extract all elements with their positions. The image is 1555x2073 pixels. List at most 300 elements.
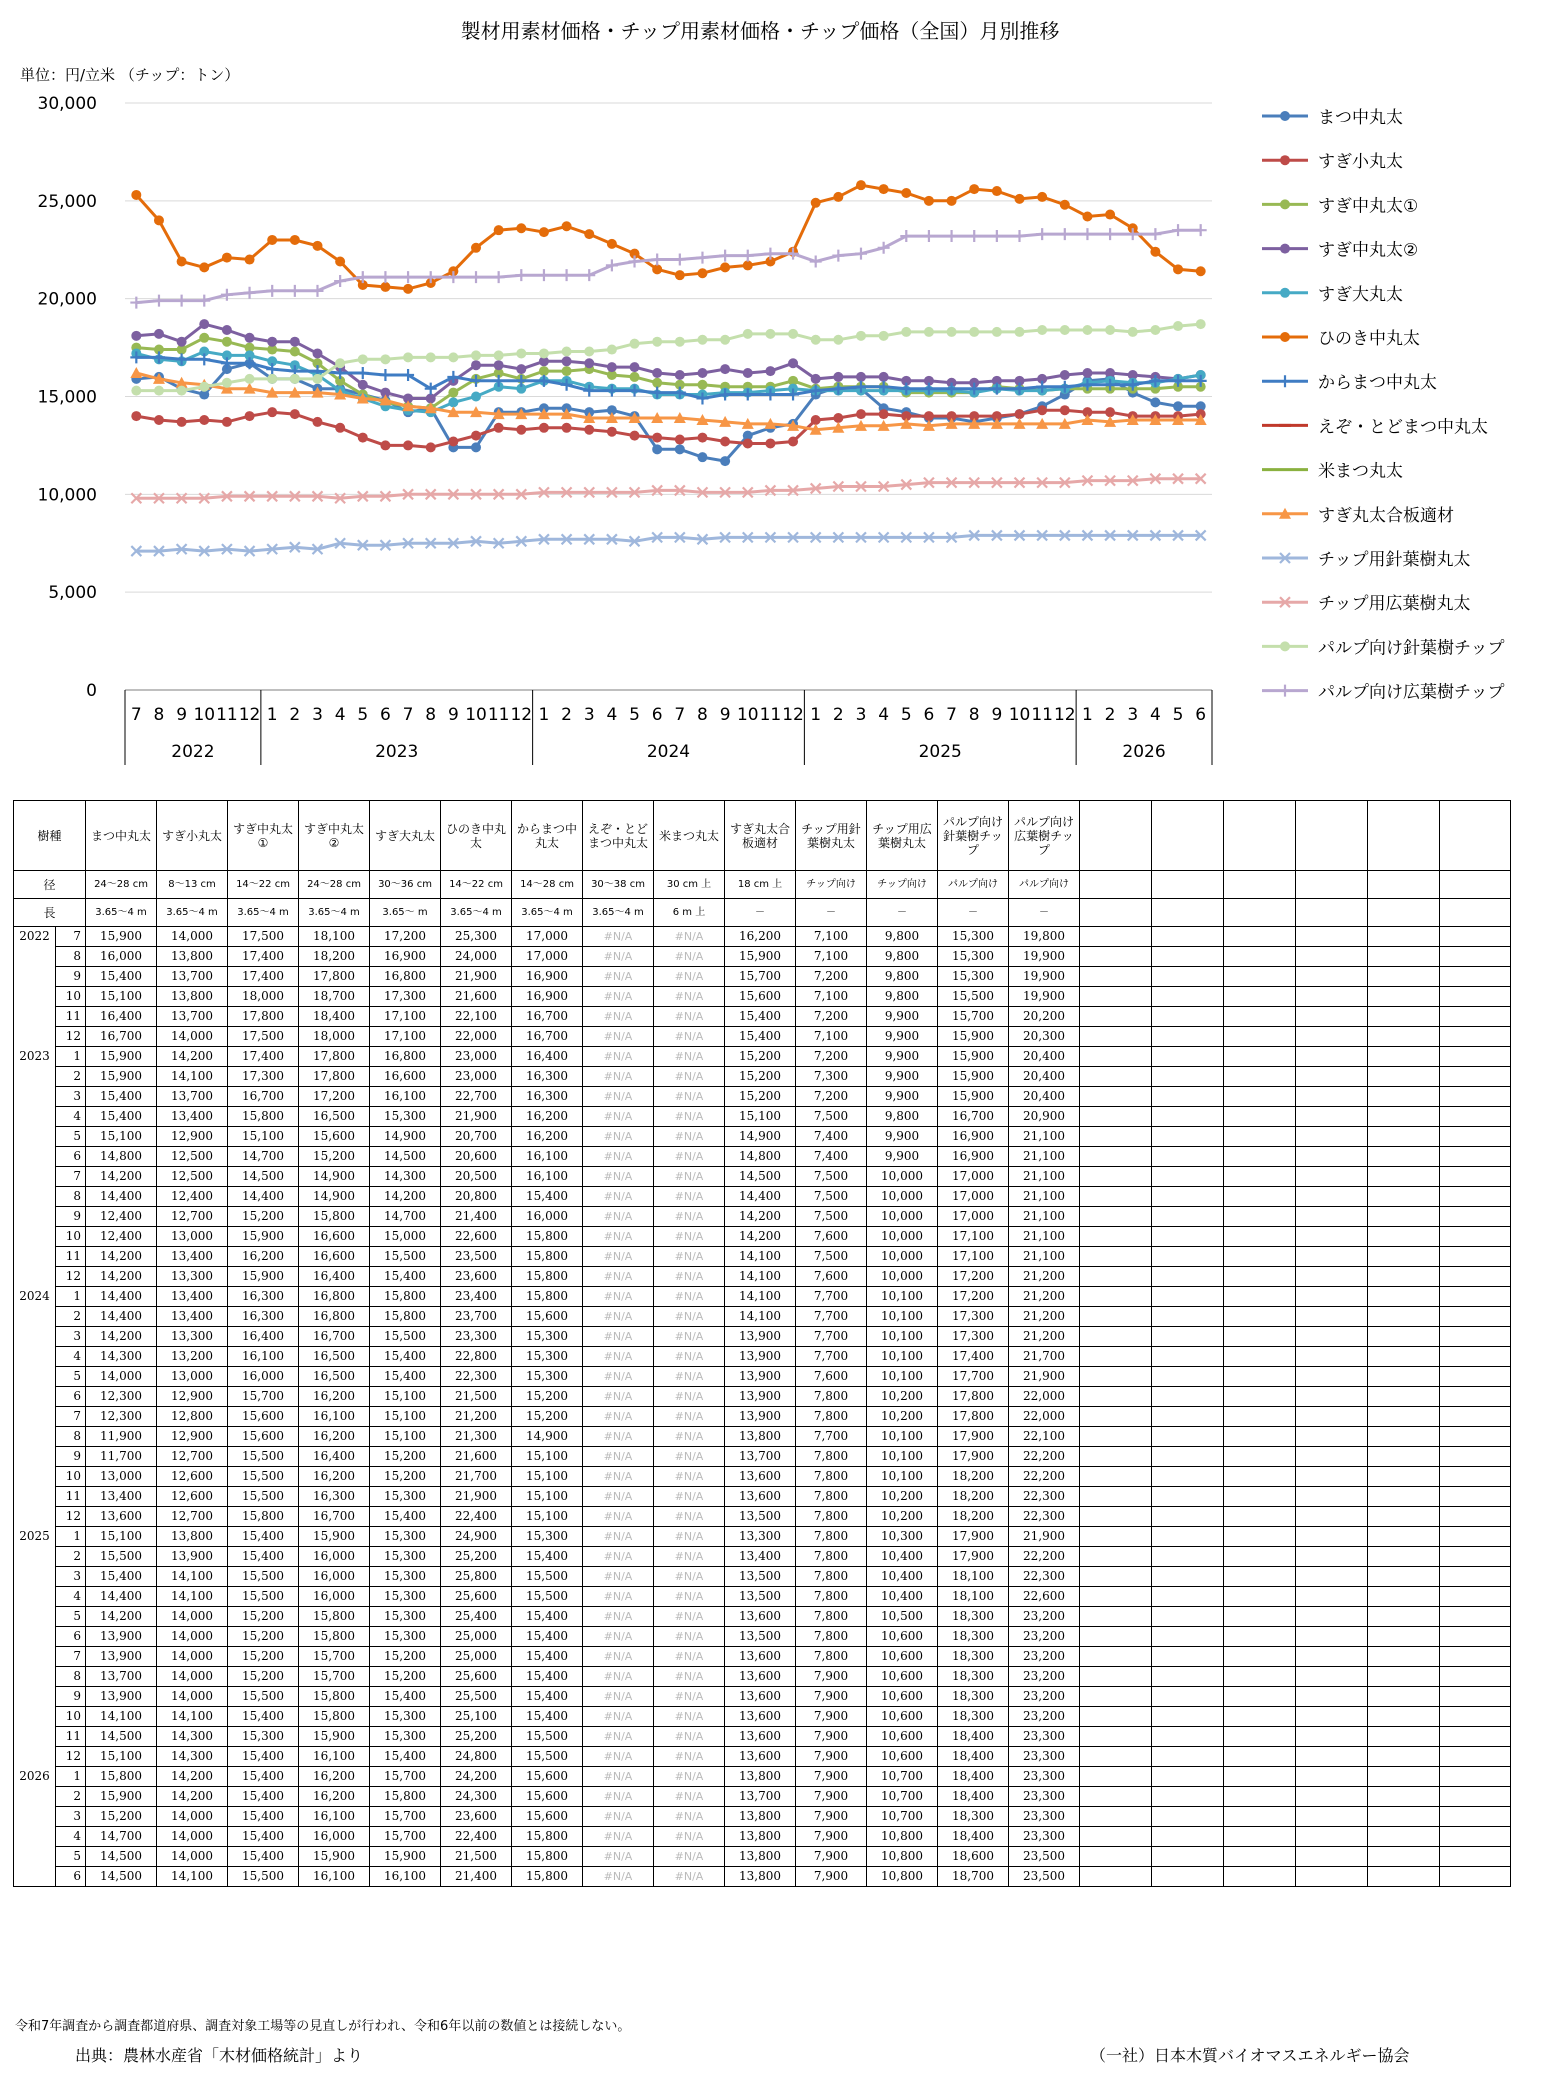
price-cell: 16,200 (299, 1787, 370, 1807)
price-cell: 21,900 (441, 1487, 512, 1507)
month-cell: 6 (56, 1867, 86, 1887)
data-point (833, 335, 843, 345)
price-cell: 15,300 (370, 1547, 441, 1567)
legend-item (1262, 285, 1403, 305)
x-tick-label: 3 (1127, 705, 1139, 725)
x-tick-label: 12 (782, 705, 804, 725)
empty-cell (1440, 967, 1511, 987)
price-cell: 24,800 (441, 1747, 512, 1767)
price-cell: 15,200 (370, 1647, 441, 1667)
year-cell (14, 967, 56, 987)
price-cell: 9,800 (867, 987, 938, 1007)
legend-item (1262, 550, 1471, 570)
x-tick-label: 7 (130, 705, 142, 725)
month-cell: 12 (56, 1027, 86, 1047)
column-header-diameter: 14～22 cm (441, 871, 512, 899)
x-tick-label: 5 (1172, 705, 1184, 725)
data-point (131, 331, 141, 341)
data-point (630, 372, 640, 382)
empty-cell (1440, 1747, 1511, 1767)
column-header-diameter: 30～38 cm (583, 871, 654, 899)
price-cell: 18,400 (299, 1007, 370, 1027)
data-point (651, 254, 663, 266)
price-cell: 9,900 (867, 1027, 938, 1047)
empty-cell (1296, 1467, 1368, 1487)
x-tick-label: 12 (1053, 705, 1076, 725)
price-cell: #N/A (583, 1367, 654, 1387)
price-cell: 14,100 (725, 1247, 796, 1267)
price-cell: 21,400 (441, 1207, 512, 1227)
price-cell: 18,200 (938, 1507, 1009, 1527)
price-cell: 15,300 (370, 1627, 441, 1647)
price-cell: #N/A (583, 1427, 654, 1447)
price-cell: 13,500 (725, 1507, 796, 1527)
empty-cell (1440, 1427, 1511, 1447)
price-cell: 7,700 (796, 1427, 867, 1447)
data-point (1082, 368, 1092, 378)
price-cell: 9,900 (867, 1067, 938, 1087)
price-cell: 22,100 (1009, 1427, 1080, 1447)
price-cell: 20,800 (441, 1187, 512, 1207)
price-cell: 16,400 (86, 1007, 157, 1027)
price-cell: 7,900 (796, 1807, 867, 1827)
empty-cell (1080, 1207, 1152, 1227)
data-point (1149, 228, 1161, 240)
price-cell: #N/A (583, 1067, 654, 1087)
legend-label: えぞ・とどまつ中丸太 (1318, 417, 1488, 438)
data-point (856, 372, 866, 382)
empty-cell (1224, 1467, 1296, 1487)
table-row (14, 1587, 1511, 1607)
price-cell: 15,400 (228, 1547, 299, 1567)
x-tick-label: 1 (538, 705, 550, 725)
empty-cell (1152, 1627, 1224, 1647)
month-cell: 7 (56, 1407, 86, 1427)
price-cell: 17,800 (938, 1407, 1009, 1427)
price-cell: 18,400 (938, 1827, 1009, 1847)
year-cell: 2022 (14, 927, 56, 947)
price-cell: 13,800 (725, 1827, 796, 1847)
empty-cell (1224, 1107, 1296, 1127)
price-cell: 23,400 (441, 1287, 512, 1307)
month-cell: 10 (56, 987, 86, 1007)
empty-cell (1296, 927, 1368, 947)
empty-cell (1368, 1567, 1440, 1587)
price-cell: 15,900 (938, 1067, 1009, 1087)
price-cell: 15,300 (370, 1727, 441, 1747)
empty-cell (1080, 1787, 1152, 1807)
price-cell: #N/A (654, 1507, 725, 1527)
price-cell: 15,800 (512, 1227, 583, 1247)
empty-cell (1152, 1527, 1224, 1547)
column-header-name: パルプ向け針葉樹チップ (938, 801, 1009, 871)
empty-cell (1080, 1067, 1152, 1087)
empty-cell (1224, 1047, 1296, 1067)
data-point (154, 215, 164, 225)
empty-cell (1080, 927, 1152, 947)
data-point (1280, 111, 1290, 121)
empty-cell (1296, 1507, 1368, 1527)
data-point (1196, 266, 1206, 276)
price-cell: 16,800 (370, 1047, 441, 1067)
price-cell: 22,400 (441, 1827, 512, 1847)
price-cell: 15,100 (512, 1447, 583, 1467)
legend-item (1262, 373, 1437, 393)
year-cell (14, 1687, 56, 1707)
empty-cell (1368, 1207, 1440, 1227)
price-cell: #N/A (583, 1327, 654, 1347)
x-year-label: 2026 (1122, 742, 1166, 762)
empty-cell (1224, 1027, 1296, 1047)
price-cell: 10,400 (867, 1587, 938, 1607)
price-cell: 22,000 (441, 1027, 512, 1047)
data-point (471, 442, 481, 452)
data-point (1173, 401, 1183, 411)
empty-cell (1224, 899, 1296, 927)
price-cell: 14,000 (157, 1647, 228, 1667)
data-point (1060, 200, 1070, 210)
empty-cell (1296, 1147, 1368, 1167)
price-cell: 15,800 (299, 1687, 370, 1707)
month-cell: 9 (56, 1207, 86, 1227)
data-point (335, 358, 345, 368)
price-cell: 9,800 (867, 1107, 938, 1127)
price-cell: 11,700 (86, 1447, 157, 1467)
data-point (539, 366, 549, 376)
price-cell: 15,700 (725, 967, 796, 987)
price-cell: 7,200 (796, 1047, 867, 1067)
species-label: 樹種 (14, 801, 86, 871)
price-cell: 15,900 (938, 1027, 1009, 1047)
year-cell (14, 1107, 56, 1127)
price-cell: 14,300 (370, 1167, 441, 1187)
column-header-diameter: 14～28 cm (512, 871, 583, 899)
empty-cell (1368, 1827, 1440, 1847)
legend-label: チップ用広葉樹丸太 (1318, 594, 1471, 615)
table-row (14, 947, 1511, 967)
price-cell: #N/A (654, 1727, 725, 1747)
price-cell: 21,900 (441, 967, 512, 987)
empty-cell (1224, 1307, 1296, 1327)
price-cell: 25,800 (441, 1567, 512, 1587)
x-year-label: 2025 (918, 742, 962, 762)
empty-cell (1440, 1307, 1511, 1327)
price-cell: 13,600 (725, 1727, 796, 1747)
price-cell: 15,300 (370, 1707, 441, 1727)
price-cell: 10,100 (867, 1447, 938, 1467)
price-cell: 18,300 (938, 1627, 1009, 1647)
x-tick-label: 1 (1082, 705, 1093, 725)
data-point (901, 327, 911, 337)
price-cell: #N/A (583, 1087, 654, 1107)
price-cell: 17,800 (228, 1007, 299, 1027)
legend-item (1262, 506, 1454, 526)
data-point (1173, 321, 1183, 331)
price-cell: 13,700 (725, 1447, 796, 1467)
price-cell: 17,200 (938, 1287, 1009, 1307)
price-cell: 23,200 (1009, 1607, 1080, 1627)
price-cell: 12,900 (157, 1387, 228, 1407)
price-cell: #N/A (583, 1587, 654, 1607)
empty-cell (1152, 1027, 1224, 1047)
empty-cell (1368, 947, 1440, 967)
column-header-name: すぎ小丸太 (157, 801, 228, 871)
price-cell: 14,900 (299, 1167, 370, 1187)
price-cell: #N/A (583, 1807, 654, 1827)
data-point (764, 248, 776, 260)
x-tick-label: 7 (674, 705, 686, 725)
month-cell: 3 (56, 1807, 86, 1827)
price-cell: 23,300 (1009, 1827, 1080, 1847)
table-row (14, 1427, 1511, 1447)
year-cell (14, 1607, 56, 1627)
price-cell: 21,200 (441, 1407, 512, 1427)
price-cell: 15,900 (86, 1067, 157, 1087)
year-cell (14, 1667, 56, 1687)
table-row (14, 1087, 1511, 1107)
empty-cell (1296, 1727, 1368, 1747)
empty-cell (1224, 1487, 1296, 1507)
price-cell: 15,400 (86, 1567, 157, 1587)
price-cell: 13,900 (86, 1647, 157, 1667)
table-row (14, 1787, 1511, 1807)
price-cell: 7,800 (796, 1407, 867, 1427)
empty-cell (1080, 1747, 1152, 1767)
table-row (14, 1607, 1511, 1627)
price-cell: 12,700 (157, 1207, 228, 1227)
price-cell: 15,100 (86, 987, 157, 1007)
empty-cell (1296, 1767, 1368, 1787)
y-tick-label: 20,000 (37, 289, 97, 310)
data-point (198, 295, 210, 307)
price-cell: 14,400 (86, 1307, 157, 1327)
price-cell: 15,300 (512, 1367, 583, 1387)
empty-cell (1152, 1747, 1224, 1767)
price-cell: 10,100 (867, 1327, 938, 1347)
legend-label: パルプ向け針葉樹チップ (1318, 638, 1505, 659)
empty-cell (1152, 1447, 1224, 1467)
empty-cell (1224, 871, 1296, 899)
price-cell: 16,500 (299, 1367, 370, 1387)
price-cell: #N/A (654, 1167, 725, 1187)
month-cell: 2 (56, 1547, 86, 1567)
month-cell: 10 (56, 1467, 86, 1487)
price-cell: 14,100 (86, 1707, 157, 1727)
price-cell: 13,800 (725, 1867, 796, 1887)
empty-cell (1152, 1047, 1224, 1067)
empty-cell (1296, 967, 1368, 987)
data-point (1015, 194, 1025, 204)
price-cell: 16,700 (299, 1327, 370, 1347)
price-cell: 15,900 (86, 927, 157, 947)
empty-cell (1152, 1387, 1224, 1407)
price-cell: #N/A (583, 1507, 654, 1527)
year-cell (14, 1547, 56, 1567)
empty-cell (1080, 1287, 1152, 1307)
data-point (470, 271, 482, 283)
price-cell: 15,600 (512, 1307, 583, 1327)
diameter-label: 径 (14, 871, 86, 899)
price-cell: 15,500 (228, 1447, 299, 1467)
data-point (697, 380, 707, 390)
empty-cell (1440, 1247, 1511, 1267)
price-cell: #N/A (583, 1227, 654, 1247)
empty-cell (1296, 1227, 1368, 1247)
price-cell: #N/A (583, 1107, 654, 1127)
data-point (290, 374, 300, 384)
empty-cell (1440, 1867, 1511, 1887)
price-cell: 21,100 (1009, 1227, 1080, 1247)
price-cell: 10,000 (867, 1187, 938, 1207)
data-point (675, 435, 685, 445)
price-cell: 14,000 (157, 927, 228, 947)
empty-cell (1440, 1267, 1511, 1287)
empty-cell (1224, 1787, 1296, 1807)
price-cell: 17,200 (370, 927, 441, 947)
price-cell: 16,300 (228, 1287, 299, 1307)
data-point (675, 444, 685, 454)
price-cell: 16,900 (512, 967, 583, 987)
year-cell (14, 1727, 56, 1747)
empty-cell (1224, 801, 1296, 871)
empty-cell (1080, 1647, 1152, 1667)
column-header-name: 米まつ丸太 (654, 801, 725, 871)
empty-cell (1368, 1627, 1440, 1647)
price-cell: 24,000 (441, 947, 512, 967)
price-cell: 15,800 (370, 1287, 441, 1307)
price-cell: 15,400 (228, 1827, 299, 1847)
price-cell: 16,000 (86, 947, 157, 967)
price-cell: #N/A (654, 1707, 725, 1727)
price-cell: 18,300 (938, 1807, 1009, 1827)
empty-cell (1080, 1467, 1152, 1487)
table-row (14, 1307, 1511, 1327)
data-point (538, 269, 550, 281)
price-cell: 15,800 (512, 1267, 583, 1287)
year-cell (14, 1567, 56, 1587)
price-cell: 10,000 (867, 1207, 938, 1227)
data-point (1015, 409, 1025, 419)
data-point (562, 356, 572, 366)
price-cell: 17,900 (938, 1427, 1009, 1447)
price-cell: 15,400 (228, 1787, 299, 1807)
empty-cell (1296, 1447, 1368, 1467)
price-cell: 13,600 (86, 1507, 157, 1527)
price-cell: 7,800 (796, 1447, 867, 1467)
price-cell: 15,700 (299, 1647, 370, 1667)
price-cell: 13,500 (725, 1627, 796, 1647)
empty-cell (1080, 1867, 1152, 1887)
empty-cell (1368, 1727, 1440, 1747)
price-cell: 12,800 (157, 1407, 228, 1427)
empty-cell (1440, 1387, 1511, 1407)
data-point (968, 230, 980, 242)
data-point (1128, 327, 1138, 337)
data-point (358, 433, 368, 443)
price-cell: 25,200 (441, 1547, 512, 1567)
price-cell: 17,400 (228, 967, 299, 987)
price-cell: 19,900 (1009, 947, 1080, 967)
empty-cell (1368, 1527, 1440, 1547)
data-point (583, 269, 595, 281)
data-point (900, 230, 912, 242)
price-cell: 13,800 (157, 1527, 228, 1547)
price-cell: 25,000 (441, 1627, 512, 1647)
price-cell: 24,900 (441, 1527, 512, 1547)
empty-cell (1224, 1147, 1296, 1167)
price-cell: 14,300 (86, 1347, 157, 1367)
month-cell: 12 (56, 1507, 86, 1527)
data-point (471, 360, 481, 370)
column-header-length: 3.65～4 m (228, 899, 299, 927)
data-point (652, 337, 662, 347)
price-cell: #N/A (654, 1567, 725, 1587)
empty-cell (1440, 1767, 1511, 1787)
x-tick-label: 12 (510, 705, 533, 725)
price-cell: #N/A (583, 947, 654, 967)
price-cell: 25,500 (441, 1687, 512, 1707)
empty-cell (1368, 1227, 1440, 1247)
price-cell: 13,700 (157, 967, 228, 987)
price-cell: #N/A (583, 1687, 654, 1707)
price-cell: 9,900 (867, 1047, 938, 1067)
table-row (14, 1807, 1511, 1827)
data-point (879, 409, 889, 419)
legend-label: すぎ大丸太 (1318, 284, 1403, 305)
price-cell: 10,100 (867, 1307, 938, 1327)
data-point (380, 282, 390, 292)
price-cell: 13,300 (157, 1327, 228, 1347)
empty-cell (1152, 1127, 1224, 1147)
data-point (1082, 211, 1092, 221)
price-cell: #N/A (583, 1667, 654, 1687)
empty-cell (1368, 1427, 1440, 1447)
empty-cell (1080, 1607, 1152, 1627)
year-cell (14, 1387, 56, 1407)
empty-cell (1080, 1807, 1152, 1827)
data-point (1081, 228, 1093, 240)
gridlines (125, 103, 1212, 592)
price-cell: 7,200 (796, 1087, 867, 1107)
price-cell: 13,800 (725, 1767, 796, 1787)
data-point (584, 229, 594, 239)
price-cell: 15,900 (228, 1227, 299, 1247)
empty-cell (1296, 1747, 1368, 1767)
empty-cell (1224, 1347, 1296, 1367)
price-cell: 7,100 (796, 1027, 867, 1047)
year-cell (14, 1267, 56, 1287)
price-cell: 15,200 (725, 1067, 796, 1087)
price-cell: 12,300 (86, 1387, 157, 1407)
x-tick-label: 2 (1104, 705, 1116, 725)
price-cell: 15,900 (86, 1047, 157, 1067)
column-header-diameter: チップ向け (796, 871, 867, 899)
empty-cell (1440, 1827, 1511, 1847)
empty-cell (1152, 1767, 1224, 1787)
empty-cell (1440, 1487, 1511, 1507)
table-row (14, 1727, 1511, 1747)
price-cell: 20,400 (1009, 1087, 1080, 1107)
empty-cell (1440, 1847, 1511, 1867)
price-cell: 25,200 (441, 1727, 512, 1747)
empty-cell (1368, 1407, 1440, 1427)
month-cell: 5 (56, 1367, 86, 1387)
legend-label: すぎ丸太合板適材 (1318, 505, 1454, 526)
price-cell: 14,300 (157, 1747, 228, 1767)
price-cell: 16,800 (299, 1307, 370, 1327)
data-point (245, 255, 255, 265)
price-cell: 13,700 (86, 1667, 157, 1687)
